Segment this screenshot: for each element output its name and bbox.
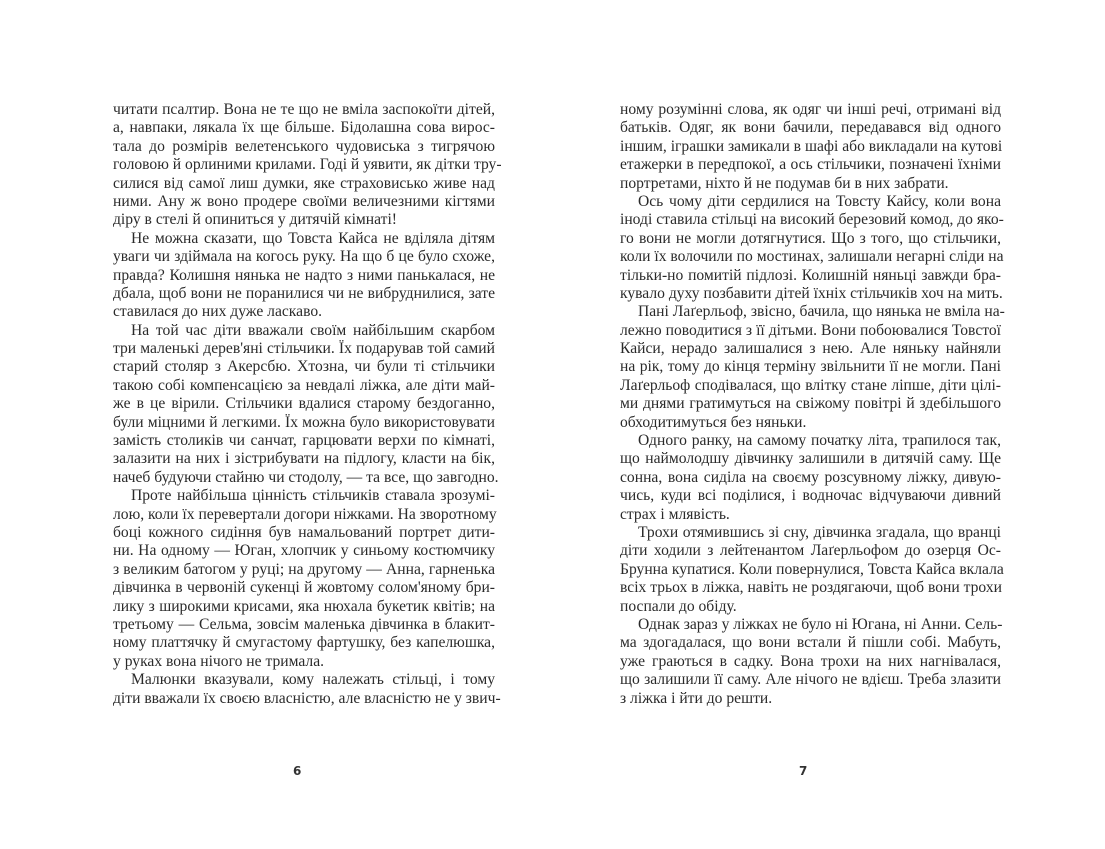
text-line: поспали до обіду. — [620, 597, 737, 615]
text-line: читати псалтир. Вона не те що не вміла заспокоїти дітей, — [113, 101, 495, 118]
text-line: з великим батогом у руці; на другому — Анна, гарненька — [113, 560, 495, 578]
text-line: Кайси, нерадо залишалися з нею. Але няньку найняли — [620, 340, 1001, 358]
text-line: На той час діти вважали своїм найбільшим скарбом — [131, 321, 495, 339]
page-number-right: 7 — [799, 764, 808, 778]
text-line: Не можна сказати, що Товста Кайса не вділяла дітям — [131, 229, 495, 247]
text-line: дівчинка в червоній сукенці й жовтому солом'яному бри- — [113, 579, 495, 597]
text-line: лежно поводитися з її дітьми. Вони побоювалися Товстої — [620, 321, 1001, 339]
text-line: головою й орлиними крилами. Годі й уявити, як дітки тру- — [113, 156, 502, 174]
text-line: третьому — Сельма, зовсім маленька дівчинка в блакит- — [113, 615, 495, 633]
text-line: ни. На одному — Юган, хлопчик у синьому костюмчику — [113, 542, 495, 560]
text-line: Одного ранку, на самому початку літа, трапилося так, — [638, 432, 1001, 450]
text-line: уваги чи здіймала на когось руку. На що б це було схоже, — [113, 248, 495, 266]
text-line: боці кожного сидіння був намальований портрет дити- — [113, 523, 495, 541]
text-line: лику з широкими крисами, яка нюхала букетик квітів; на — [113, 597, 495, 615]
text-line: Трохи отямившись зі сну, дівчинка згадала, що вранці — [638, 523, 1001, 541]
text-line: ставилася до них дуже ласкаво. — [113, 303, 323, 321]
text-line: сонна, вона сиділа на своєму розсувному ліжку, дивую- — [620, 468, 1001, 486]
text-line: же в це вірили. Стільчики вдалися старому бездоганно, — [113, 395, 495, 413]
text-line: були міцними й легкими. Їх можна було використовувати — [113, 413, 495, 431]
text-line: ними. Ану ж воно продере своїми величезними кігтями — [113, 192, 495, 210]
text-line: а, навпаки, лякала їх ще більше. Бідолашна сова вирос- — [113, 119, 495, 137]
text-line: коли їх волочили по мостинах, залишали негарні сліди на — [620, 248, 1004, 266]
text-line: портретами, ніхто й не подумав би в них забрати. — [620, 174, 949, 192]
text-line: Проте найбільша цінність стільчиків ставала зрозумі- — [131, 487, 495, 505]
left-page-text — [113, 101, 502, 708]
text-line: з ліжка і йти до решти. — [620, 689, 773, 707]
text-line: такою собі компенсацією за невдалі ліжка, але діти май- — [113, 376, 495, 394]
text-line: ному розумінні слова, як одяг чи інші речі, отримані від — [620, 101, 1001, 118]
text-line: уже граються в садку. Вона трохи на них нагнівалася, — [620, 652, 1001, 670]
text-line: залазити на них і зістрибувати на підлогу, класти на бік, — [113, 450, 495, 468]
text-line: Малюнки вказували, кому належать стільці, і тому — [131, 671, 495, 689]
text-line: діти ходили з лейтенантом Лаґерльофом до озерця Ос- — [620, 542, 1001, 560]
text-line: замість столиків чи санчат, гарцювати верхи по кімнаті, — [113, 432, 495, 450]
text-line: у руках вона нічого не тримала. — [113, 652, 325, 670]
text-line: тільки-но помитій підлозі. Колишній няньці завжди бра- — [620, 266, 1001, 284]
text-line: страх і млявість. — [620, 505, 730, 523]
right-page-text — [620, 101, 1005, 708]
text-line: Ось чому діти сердилися на Товсту Кайсу, коли вона — [638, 192, 1001, 210]
text-line: силися від самої лиш думки, яке страховисько живе над — [113, 174, 495, 192]
page-number-left: 6 — [293, 764, 302, 778]
text-line: ному платтячку й смугастому фартушку, без капелюшка, — [113, 634, 495, 652]
text-line: всіх трьох в ліжка, навіть не роздягаючи, щоб вони трохи — [620, 579, 1002, 597]
text-line: діти вважали їх своєю власністю, але власністю не у звич- — [113, 689, 501, 707]
text-line: Однак зараз у ліжках не було ні Югана, ні Анни. Сель- — [638, 615, 1003, 633]
text-line: правда? Колишня нянька не надто з ними панькалася, не — [113, 266, 495, 284]
text-line: на рік, тому до кінця терміну звільнити її не могли. Пані — [620, 358, 1001, 376]
text-line: іншим, іграшки замикали в шафі або викладали на кутові — [620, 137, 1003, 155]
text-line: батьків. Одяг, як вони бачили, передавався від одного — [620, 119, 1001, 137]
text-line: кувало духу позбавити дітей їхніх стільчиків хоч на мить. — [620, 284, 1003, 302]
text-line: чись, куди всі поділися, і водночас відчуваючи дивний — [620, 487, 1001, 505]
text-line: ми днями гратимуться на свіжому повітрі й здебільшого — [620, 395, 1001, 413]
text-line: що залишили її саму. Але нічого не вдієш. Треба злазити — [620, 671, 1001, 689]
text-line: Лаґерльоф сподівалася, що влітку стане ліпше, діти цілі- — [620, 376, 1001, 394]
text-line: тала до розмірів велетенського чудовиська з тигрячою — [113, 137, 495, 155]
text-line: Брунна купатися. Коли повернулися, Товста Кайса вклала — [620, 560, 1004, 578]
text-line: начеб будуючи стайню чи стодолу, — та все, що завгодно. — [113, 468, 499, 486]
text-line: го вони не могли дотягнутися. Що з того, що стільчики, — [620, 229, 1001, 247]
text-line: три маленькі дерев'яні стільчики. Їх подарував той самий — [113, 340, 495, 358]
text-line: ма здогадалася, що вони встали й пішли собі. Мабуть, — [620, 634, 1001, 652]
text-line: Пані Лаґерльоф, звісно, бачила, що нянька не вміла на- — [638, 303, 1005, 321]
text-line: етажерки в передпокої, а ось стільчики, позначені їхніми — [620, 156, 1001, 174]
text-line: старий столяр з Акерсбю. Хтозна, чи були ті стільчики — [113, 358, 495, 376]
text-line: обходитимуться без няньки. — [620, 413, 807, 431]
text-line: діру в стелі й опиниться у дитячій кімнаті! — [113, 211, 397, 229]
text-line: іноді ставила стільці на високий березовий комод, до яко- — [620, 211, 1004, 229]
text-line: дбала, щоб вони не поранилися чи не вибруднилися, зате — [113, 284, 495, 302]
text-line: що наймолодшу дівчинку залишили в дитячій саму. Ще — [620, 450, 1001, 468]
text-line: лою, коли їх перевертали догори ніжками. На зворотному — [113, 505, 497, 523]
